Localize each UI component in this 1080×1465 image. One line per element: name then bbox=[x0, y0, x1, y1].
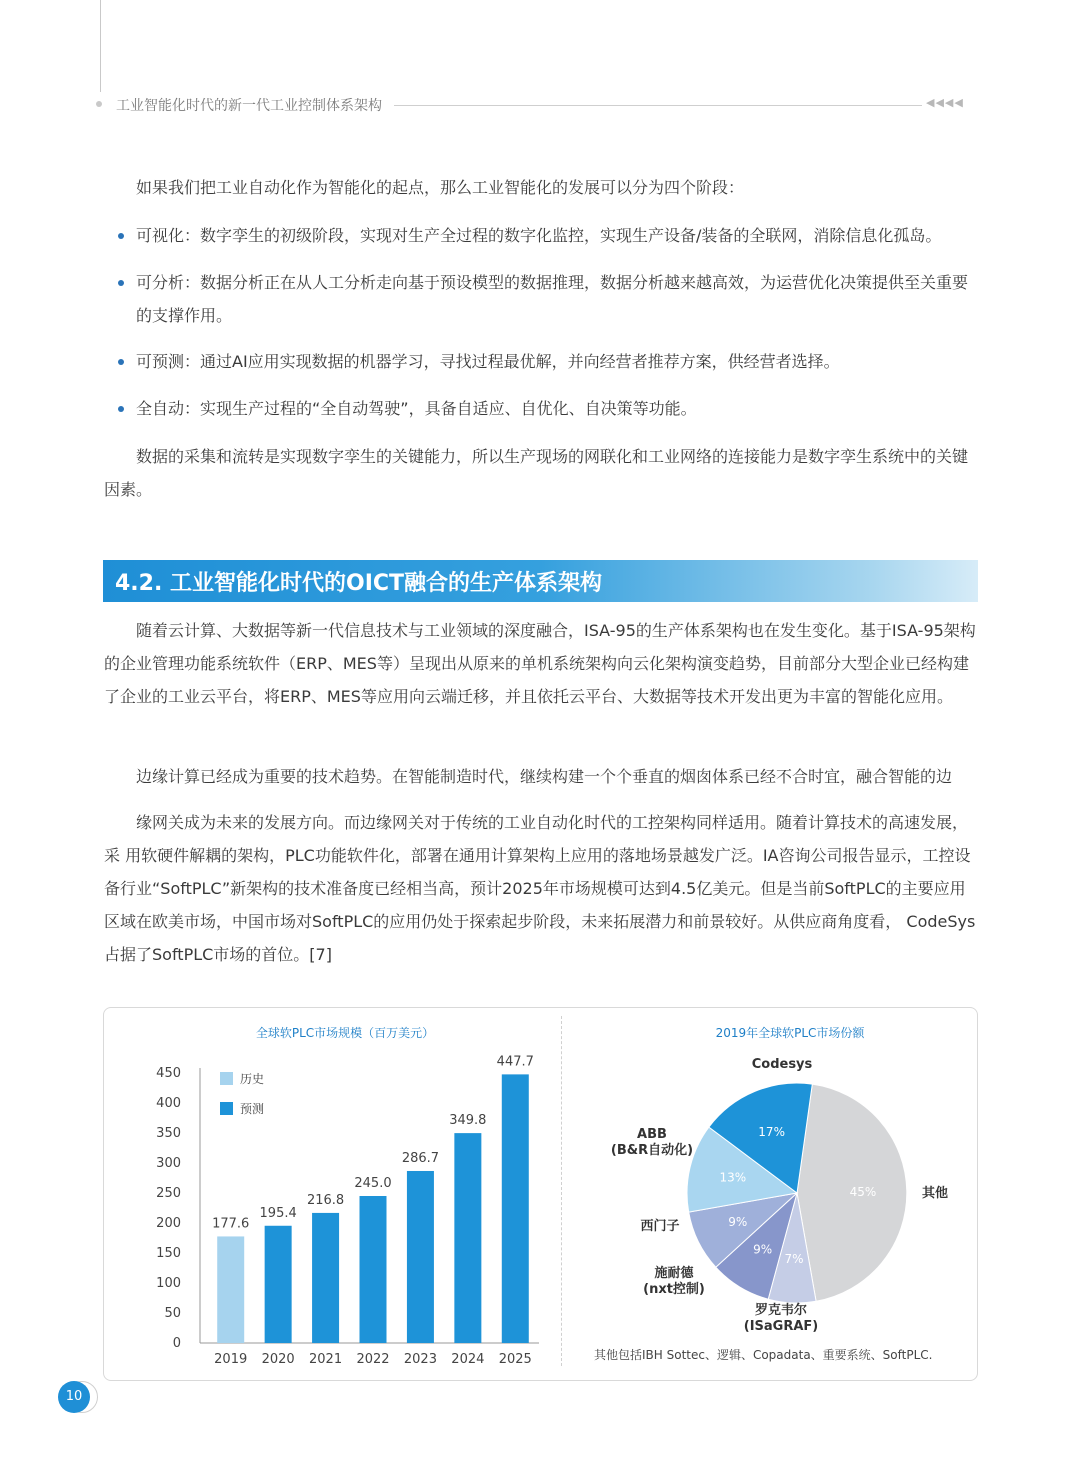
y-tick-label: 100 bbox=[156, 1276, 181, 1291]
running-header-title: 工业智能化时代的新一代工业控制体系架构 bbox=[116, 98, 382, 114]
pie-slice-label: (nxt控制) bbox=[643, 1282, 705, 1297]
legend-swatch bbox=[220, 1102, 233, 1115]
y-tick-label: 450 bbox=[156, 1066, 181, 1081]
bullet-text: 可视化：数字孪生的初级阶段，实现对生产全过程的数字化监控，实现生产设备/装备的全联网，消除信息化孤岛。 bbox=[136, 226, 942, 245]
bullet-item bbox=[118, 219, 978, 252]
section-title: 4.2. 工业智能化时代的OICT融合的生产体系架构 bbox=[115, 571, 603, 596]
x-tick-label: 2025 bbox=[498, 1352, 532, 1367]
legend-swatch bbox=[220, 1072, 233, 1085]
y-tick-label: 250 bbox=[156, 1186, 181, 1201]
x-tick-label: 2020 bbox=[261, 1352, 295, 1367]
pie-slice-label: Codesys bbox=[751, 1057, 813, 1072]
y-tick-label: 200 bbox=[156, 1216, 181, 1231]
pie-slice-label: 其他 bbox=[922, 1186, 949, 1201]
y-tick-label: 350 bbox=[156, 1126, 181, 1141]
page-number: 10 bbox=[58, 1381, 90, 1413]
bar-value-label: 349.8 bbox=[449, 1113, 487, 1129]
bar bbox=[312, 1213, 339, 1343]
bullet-icon bbox=[118, 359, 124, 365]
paragraph-digital-twin: 数据的采集和流转是实现数字孪生的关键能力，所以生产现场的网联化和工业网络的连接能力是数字孪生系统中的关键因素。 bbox=[104, 447, 969, 499]
bar-value-label: 245.0 bbox=[354, 1176, 392, 1191]
bar-value-label: 286.7 bbox=[401, 1150, 440, 1166]
bar-chart bbox=[104, 1008, 560, 1378]
bullet-icon bbox=[118, 233, 124, 239]
bar bbox=[502, 1074, 529, 1343]
header-arrow-icons: ◀◀◀◀ bbox=[926, 96, 964, 109]
pie-chart-note: 其他包括IBH Sottec、逻辑、Copadata、重要系统、SoftPLC. bbox=[594, 1348, 933, 1362]
legend-label: 预测 bbox=[240, 1102, 265, 1116]
bar-value-label: 447.7 bbox=[496, 1054, 534, 1070]
y-tick-label: 300 bbox=[156, 1156, 181, 1171]
bar-value-label: 216.8 bbox=[306, 1192, 345, 1208]
bar-chart-legend bbox=[220, 1071, 264, 1116]
section-heading-bar bbox=[103, 560, 978, 602]
y-tick-label: 50 bbox=[164, 1306, 181, 1321]
bar bbox=[454, 1133, 481, 1343]
x-tick-label: 2021 bbox=[309, 1352, 343, 1367]
paragraph-edge-computing: 边缘计算已经成为重要的技术趋势。在智能制造时代，继续构建一个个垂直的烟囱体系已经不合时宜，融合智能的边 bbox=[136, 767, 953, 786]
pie-slice-percent: 7% bbox=[784, 1251, 804, 1266]
y-tick-label: 150 bbox=[156, 1246, 181, 1261]
pie-slice-percent: 9% bbox=[728, 1215, 748, 1230]
x-tick-label: 2019 bbox=[214, 1352, 248, 1367]
intro-paragraph: 如果我们把工业自动化作为智能化的起点，那么工业智能化的发展可以分为四个阶段： bbox=[136, 178, 745, 197]
pie-slice-label: (ISaGRAF) bbox=[743, 1319, 819, 1334]
pie-slice-label: 西门子 bbox=[640, 1219, 680, 1234]
legend-label: 历史 bbox=[240, 1072, 265, 1086]
header-dot bbox=[96, 101, 102, 107]
pie-slice-label: 罗克韦尔 bbox=[754, 1303, 808, 1318]
pie-slice-percent: 17% bbox=[758, 1125, 785, 1140]
pie-slice-label: (B&R自动化) bbox=[610, 1143, 694, 1158]
bar-chart-axes bbox=[156, 1066, 539, 1351]
paragraph-softplc: 缘网关成为未来的发展方向。而边缘网关对于传统的工业自动化时代的工控架构同样适用。随着计算技术的高速发展，采 用软硬件解耦的架构，PLC功能软件化，部署在通用计算架构上应用的落地场景越发广泛。IA咨询公司报告显示，工控设 备行业“SoftPLC”新架构的技术准备度已经相当高，预计2025年市场规模可达到4.5亿美元。但是当前SoftPLC的主要应用区域在欧美市场，中国市场对SoftPLC的应用仍处于探索起步阶段，未来拓展潜力和前景较好。从供应商角度看， CodeSys占据了SoftPLC市场的首位。[7] bbox=[104, 813, 976, 964]
bullet-icon bbox=[118, 280, 124, 286]
bullet-item bbox=[118, 392, 978, 425]
pie-slice-label: 施耐德 bbox=[654, 1266, 694, 1281]
y-tick-label: 400 bbox=[156, 1096, 181, 1111]
x-tick-label: 2024 bbox=[451, 1352, 485, 1367]
bar bbox=[360, 1196, 387, 1343]
pie-slice-label: ABB bbox=[637, 1127, 667, 1142]
bullet-item bbox=[118, 345, 978, 378]
x-tick-label: 2022 bbox=[356, 1352, 390, 1367]
header-rule bbox=[394, 105, 922, 106]
bullet-item bbox=[118, 266, 978, 332]
margin-line bbox=[100, 0, 101, 92]
pie-slice-percent: 45% bbox=[849, 1184, 877, 1199]
pie-slice-percent: 13% bbox=[719, 1170, 747, 1185]
bullet-icon bbox=[118, 406, 124, 412]
bar-value-label: 177.6 bbox=[212, 1216, 250, 1232]
paragraph-isa95: 随着云计算、大数据等新一代信息技术与工业领域的深度融合，ISA-95的生产体系架构也在发生变化。基于ISA-95架构的企业管理功能系统软件（ERP、MES等）呈现出从原来的单机系统架构向云化架构演变趋势，目前部分大型企业已经构建了企业的工业云平台，将ERP、MES等应用向云端迁移，并且依托云平台、大数据等技术开发出更为丰富的智能化应用。 bbox=[104, 621, 976, 706]
x-tick-label: 2023 bbox=[403, 1352, 437, 1367]
bar bbox=[407, 1171, 434, 1343]
pie-chart-title: 2019年全球软PLC市场份额 bbox=[715, 1026, 865, 1040]
bullet-text: 可预测：通过AI应用实现数据的机器学习，寻找过程最优解，并向经营者推荐方案，供经营者选择。 bbox=[136, 352, 840, 371]
bullet-text: 可分析：数据分析正在从人工分析走向基于预设模型的数据推理，数据分析越来越高效，为运营优化决策提供至关重要的支撑作用。 bbox=[136, 273, 969, 325]
pie-slice-percent: 9% bbox=[753, 1242, 773, 1257]
bullet-text: 全自动：实现生产过程的“全自动驾驶”，具备自适应、自优化、自决策等功能。 bbox=[136, 399, 697, 418]
bar bbox=[217, 1236, 244, 1343]
bar bbox=[265, 1226, 292, 1343]
pie-chart bbox=[562, 1008, 976, 1378]
bar-chart-title: 全球软PLC市场规模（百万美元） bbox=[255, 1026, 435, 1040]
bar-value-label: 195.4 bbox=[259, 1205, 297, 1221]
y-tick-label: 0 bbox=[172, 1336, 181, 1351]
